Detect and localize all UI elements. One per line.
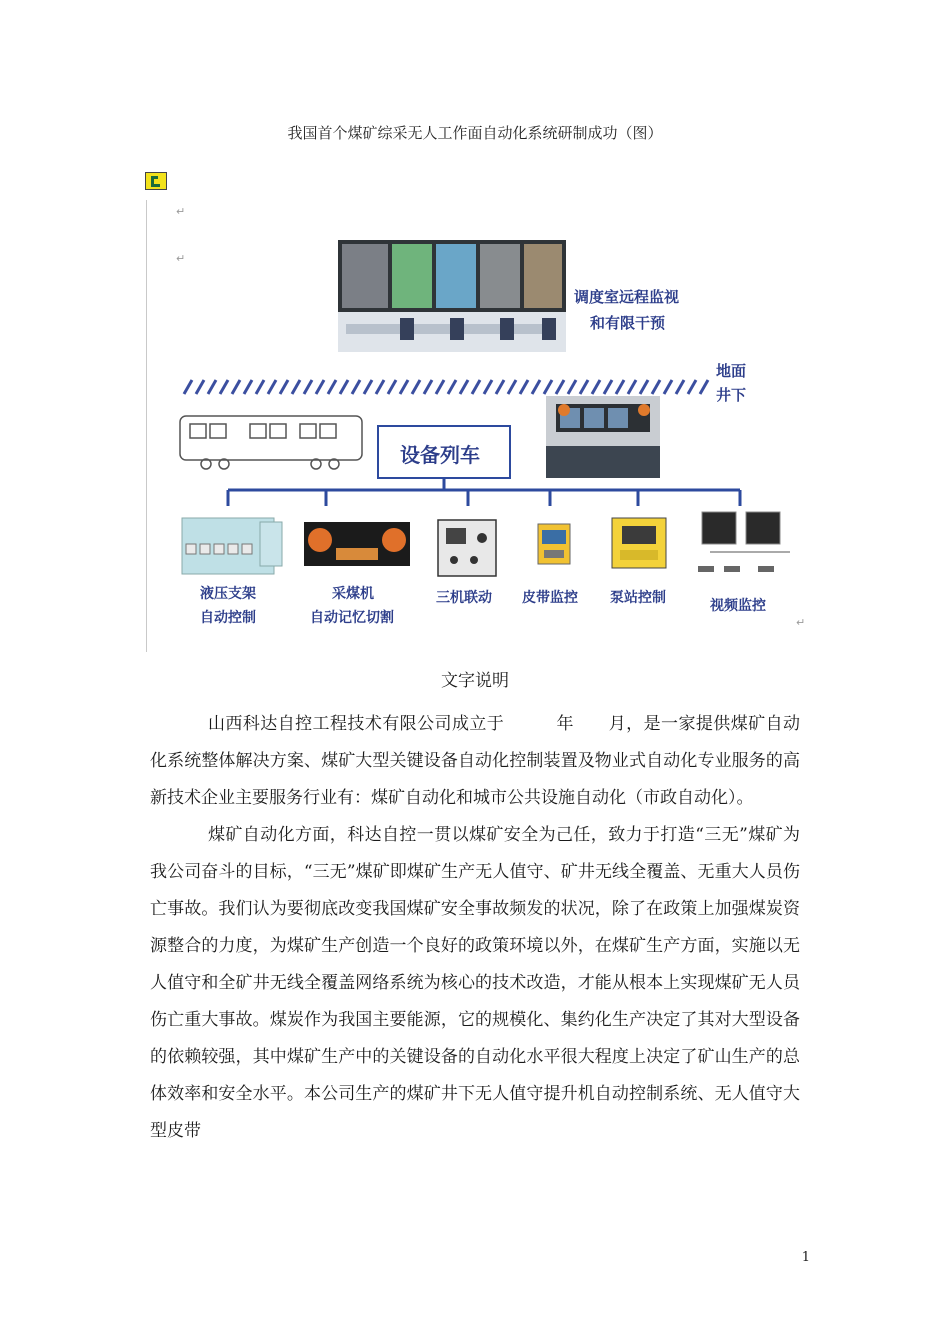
anchor-icon [145, 172, 167, 190]
device-label: 皮带监控 [522, 590, 578, 606]
device-label: 泵站控制 [610, 590, 666, 606]
figure-caption: 文字说明 [441, 671, 509, 691]
ground-boundary-line [184, 380, 708, 394]
body-text [150, 706, 800, 1150]
paragraph: 煤矿自动化方面，科达自控一贯以煤矿安全为己任，致力于打造“三无”煤矿为我公司奋斗的目标，“三无”煤矿即煤矿生产无人值守、矿井无线全覆盖、无重大人员伤亡事故。我们认为要彻底改变我国煤矿安全事故频发的状况，除了在政策上加强煤炭资源整合的力度，为煤矿生产创造一个良好的政策环境以外，在煤矿生产方面，实施以无人值守和全矿井无线全覆盖网络系统为核心的技术改造，才能从根本上实现煤矿无人员伤亡重大事故。煤炭作为我国主要能源，它的规模化、集约化生产决定了其对大型设备的依赖较强，其中煤矿生产中的关键设备的自动化水平很大程度上决定了矿山生产的总体效率和安全水平。本公司生产的煤矿井下无人值守提升机自动控制系统、无人值守大型皮带 [150, 825, 800, 1141]
control-room-label: 调度室远程监视 [574, 288, 680, 306]
underground-label: 井下 [716, 386, 747, 404]
underground-station-image [546, 396, 660, 478]
three-machine-controller-image [438, 520, 496, 576]
automation-system-diagram [150, 200, 810, 640]
control-room-image [338, 240, 566, 352]
video-monitor-image [698, 512, 790, 572]
paragraph-mark: ↵ [796, 616, 806, 629]
device-label: 视频监控 [710, 598, 766, 614]
document-title: 我国首个煤矿综采无人工作面自动化系统研制成功（图） [287, 124, 663, 142]
device-label: 三机联动 [436, 590, 492, 606]
ground-label: 地面 [716, 362, 747, 380]
pump-station-controller-image [612, 518, 666, 568]
equipment-train-label: 设备列车 [400, 443, 480, 467]
figure-left-border [146, 200, 147, 652]
device-label: 自动记忆切割 [310, 610, 394, 626]
paragraph: 山西科达自控工程技术有限公司成立于 年 月，是一家提供煤矿自动化系统整体解决方案、煤矿大型关键设备自动化控制装置及物业式自动化专业服务的高新技术企业主要服务行业有：煤矿自动化和城市公共设施自动化（市政自动化）。 [150, 714, 800, 808]
control-room-label: 和有限干预 [590, 314, 666, 332]
paragraph-mark: ↵ [176, 252, 186, 265]
train-car-image [180, 416, 362, 469]
device-label: 液压支架 [200, 586, 256, 602]
page-number: 1 [801, 1250, 810, 1265]
device-label: 采煤机 [332, 586, 374, 602]
device-label: 自动控制 [200, 610, 256, 626]
shearer-image [304, 522, 410, 566]
belt-monitor-image [538, 524, 570, 564]
paragraph-mark: ↵ [176, 205, 186, 218]
hydraulic-support-image [182, 518, 282, 574]
